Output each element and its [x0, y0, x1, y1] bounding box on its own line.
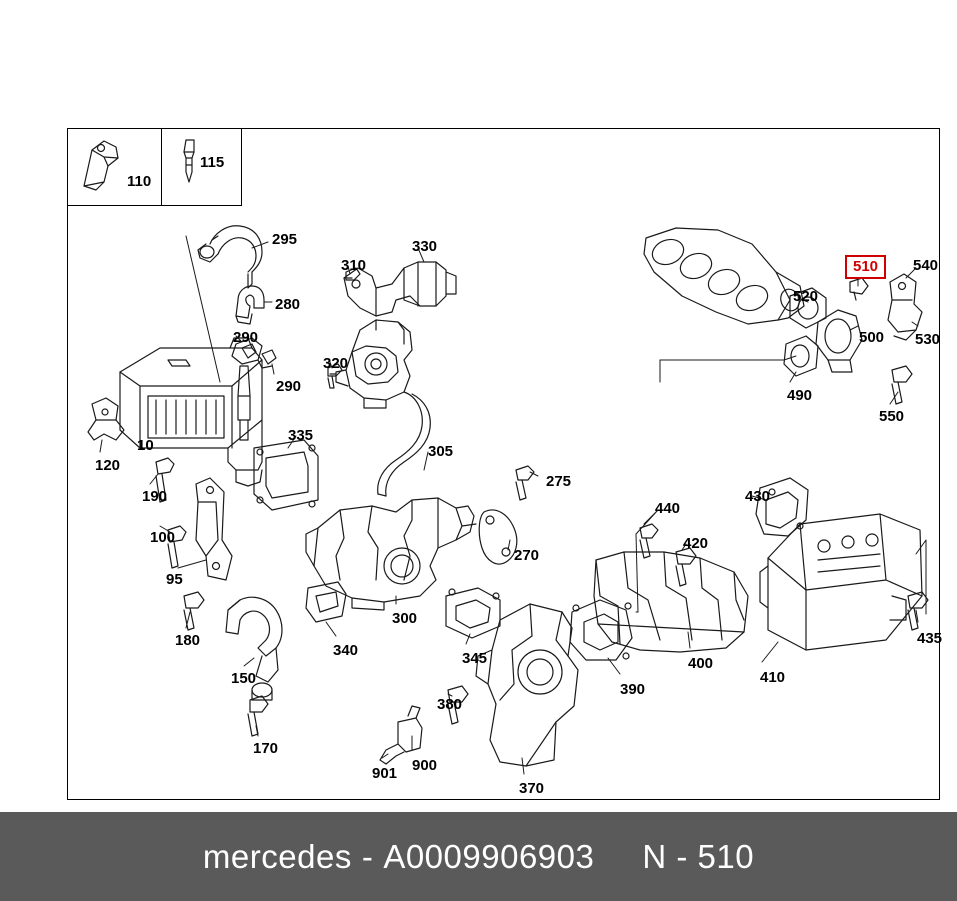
- callout-180: 180: [175, 632, 201, 649]
- group-number: N - 510: [642, 837, 755, 875]
- callout-330: 330: [412, 238, 438, 255]
- footer-separator: -: [361, 837, 374, 875]
- brand-label: mercedes: [202, 837, 352, 875]
- diagram-frame: [67, 128, 943, 800]
- callout-150: 150: [231, 670, 257, 687]
- part-number: A0009906903: [383, 837, 595, 875]
- callout-345: 345: [462, 650, 488, 667]
- callout-510-highlighted[interactable]: 510: [845, 255, 886, 279]
- callout-100: 100: [150, 529, 176, 546]
- callout-295: 295: [272, 231, 298, 248]
- callout-10: 10: [137, 437, 154, 454]
- callout-370: 370: [519, 780, 545, 797]
- footer-bar: [0, 812, 957, 901]
- callout-280: 280: [275, 296, 301, 313]
- callout-290-upper: 290: [233, 329, 259, 346]
- callout-900: 900: [412, 757, 438, 774]
- callout-490: 490: [787, 387, 813, 404]
- callout-335: 335: [288, 427, 314, 444]
- callout-270: 270: [514, 547, 540, 564]
- callout-390: 390: [620, 681, 646, 698]
- callout-500: 500: [859, 329, 885, 346]
- callout-550: 550: [879, 408, 905, 425]
- callout-320: 320: [323, 355, 349, 372]
- callout-340: 340: [333, 642, 359, 659]
- callout-190: 190: [142, 488, 168, 505]
- thumbnail-cell-110: [68, 129, 162, 205]
- callout-901: 901: [372, 765, 398, 782]
- callout-410: 410: [760, 669, 786, 686]
- callout-305: 305: [428, 443, 454, 460]
- callout-430: 430: [745, 488, 771, 505]
- callout-120: 120: [95, 457, 121, 474]
- callout-310: 310: [341, 257, 367, 274]
- callout-420: 420: [683, 535, 709, 552]
- callout-400: 400: [688, 655, 714, 672]
- callout-275: 275: [546, 473, 572, 490]
- callout-435: 435: [917, 630, 943, 647]
- callout-300: 300: [392, 610, 418, 627]
- callout-170: 170: [253, 740, 279, 757]
- footer-content: [203, 838, 754, 876]
- callout-530: 530: [915, 331, 941, 348]
- callout-thumb-110: 110: [127, 173, 152, 190]
- callout-520: 520: [793, 288, 819, 305]
- callout-290-lower: 290: [276, 378, 302, 395]
- callout-380: 380: [437, 696, 463, 713]
- callout-thumb-115: 115: [200, 154, 225, 171]
- callout-540: 540: [913, 257, 939, 274]
- callout-95: 95: [166, 571, 183, 588]
- callout-440: 440: [655, 500, 681, 517]
